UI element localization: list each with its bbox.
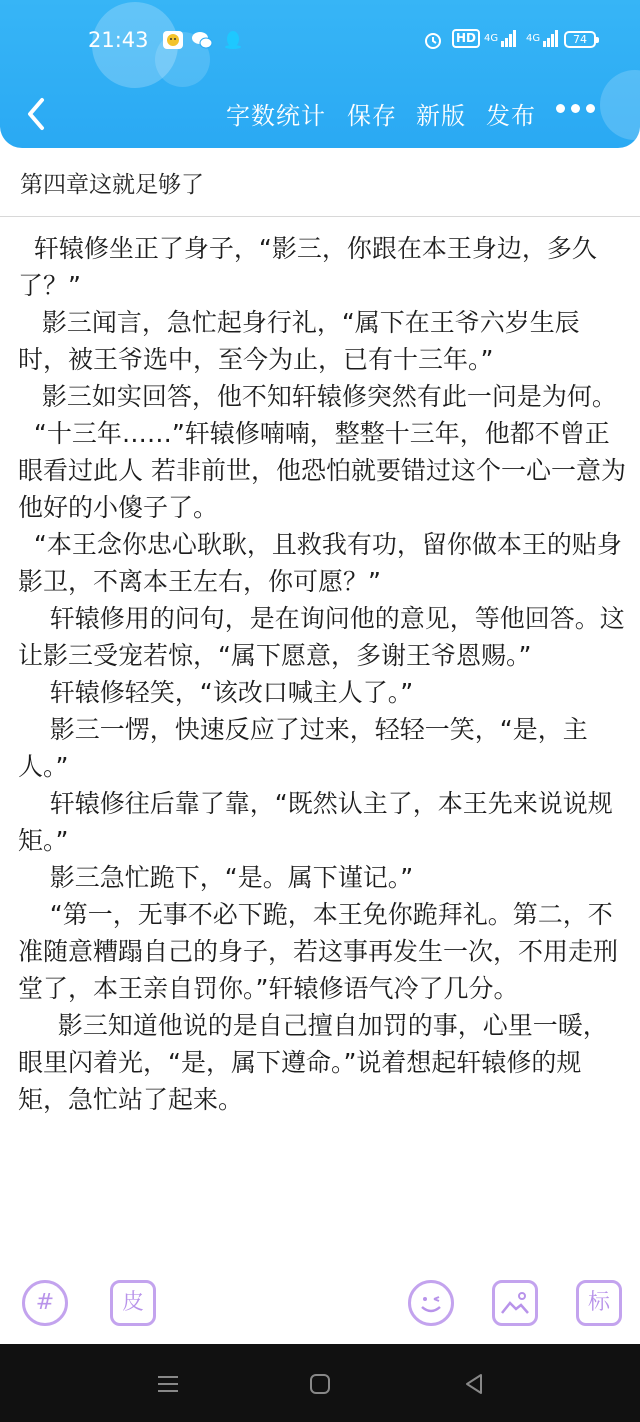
emoji-icon xyxy=(411,1283,451,1323)
image-icon xyxy=(495,1283,535,1323)
paragraph: 影三闻言，急忙起身行礼，“属下在王爷六岁生辰时，被王爷选中，至今为止，已有十三年。” xyxy=(18,308,580,374)
system-nav-bar xyxy=(0,1344,640,1422)
more-menu-button[interactable] xyxy=(556,98,606,128)
back-button[interactable] xyxy=(22,94,50,134)
status-time: 21:43 xyxy=(88,28,149,52)
image-button[interactable] xyxy=(492,1280,538,1326)
editor-toolbar xyxy=(0,1262,640,1344)
back-nav-icon[interactable] xyxy=(462,1372,486,1396)
top-header xyxy=(0,0,640,148)
new-version-button[interactable]: 新版 xyxy=(416,102,466,130)
hashtag-icon: # xyxy=(35,1290,55,1315)
alarm-icon xyxy=(422,30,444,50)
emoji-button[interactable] xyxy=(408,1280,454,1326)
paragraph: 轩辕修用的问句，是在询问他的意见，等他回答。这让影三受宠若惊，“属下愿意，多谢王爷恩赐。” xyxy=(18,604,625,670)
skin-icon: 皮 xyxy=(121,1290,144,1315)
battery-level: 74 xyxy=(573,33,587,46)
paragraph: “本王念你忠心耿耿，且救我有功，留你做本王的贴身影卫，不离本王左右，你可愿？” xyxy=(18,530,622,596)
4g-signal-icon xyxy=(484,29,517,47)
paragraph: 影三如实回答，他不知轩辕修突然有此一问是为何。 xyxy=(18,382,617,411)
chapter-body-editor[interactable] xyxy=(18,230,626,1248)
paragraph: 影三急忙跪下，“是。属下谨记。” xyxy=(18,863,414,892)
chevron-left-icon xyxy=(30,100,42,128)
4g-signal-icon xyxy=(526,29,559,47)
tag-icon: 标 xyxy=(587,1290,610,1315)
paragraph: 轩辕修坐正了身子，“影三，你跟在本王身边，多久了？” xyxy=(18,234,597,300)
emoji-app-icon xyxy=(162,30,184,50)
signal-label: 4G xyxy=(484,33,499,44)
save-button[interactable]: 保存 xyxy=(347,102,397,130)
status-bar xyxy=(0,18,640,62)
word-count-button[interactable]: 字数统计 xyxy=(226,102,326,130)
divider xyxy=(0,216,640,217)
more-dot-icon xyxy=(571,104,580,113)
wechat-icon xyxy=(191,30,213,50)
hd-label: HD xyxy=(456,31,477,45)
more-dot-icon xyxy=(586,104,595,113)
paragraph: 影三知道他说的是自己擅自加罚的事，心里一暖，眼里闪着光，“是，属下遵命。”说着想起轩辕修的规矩，急忙站了起来。 xyxy=(18,1011,608,1114)
publish-button[interactable]: 发布 xyxy=(486,102,536,130)
hashtag-button[interactable] xyxy=(22,1280,68,1326)
qq-icon xyxy=(222,30,244,50)
battery-icon xyxy=(564,31,596,48)
home-icon[interactable] xyxy=(308,1372,332,1396)
tag-button[interactable] xyxy=(576,1280,622,1326)
paragraph: “第一，无事不必下跪，本王免你跪拜礼。第二，不准随意糟蹋自己的身子，若这事再发生一次，不用走刑堂了，本王亲自罚你。”轩辕修语气冷了几分。 xyxy=(18,900,619,1003)
chapter-title[interactable]: 第四章这就足够了 xyxy=(20,172,204,198)
paragraph: 轩辕修往后靠了靠，“既然认主了，本王先来说说规矩。” xyxy=(18,789,613,855)
decor-bubble xyxy=(600,70,640,140)
paragraph: 轩辕修轻笑，“该改口喊主人了。” xyxy=(18,678,414,707)
paragraph: “十三年……”轩辕修喃喃，整整十三年，他都不曾正眼看过此人 若非前世，他恐怕就要错过这个一心一意为他好的小傻子了。 xyxy=(18,419,626,522)
hd-icon xyxy=(452,29,480,48)
paragraph: 影三一愣，快速反应了过来，轻轻一笑，“是，主人。” xyxy=(18,715,588,781)
skin-button[interactable] xyxy=(110,1280,156,1326)
more-dot-icon xyxy=(556,104,565,113)
signal-label: 4G xyxy=(526,33,541,44)
menu-icon[interactable] xyxy=(156,1372,180,1396)
